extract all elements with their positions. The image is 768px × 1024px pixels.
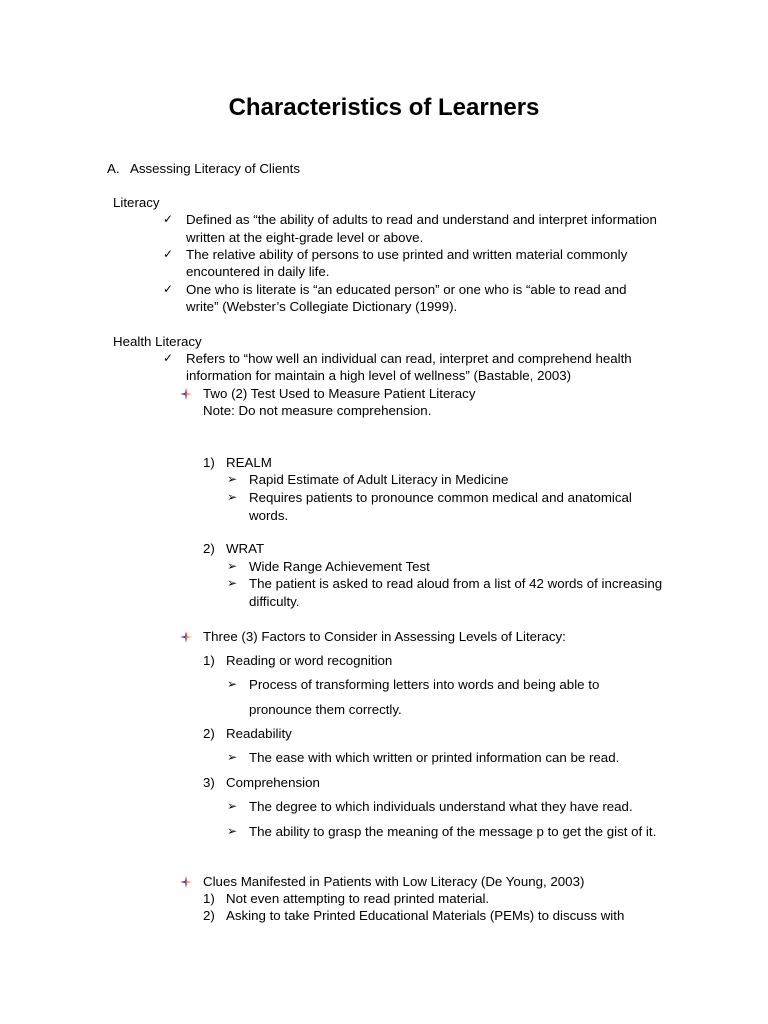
test-number: 2)	[203, 541, 215, 556]
health-literacy-heading: Health Literacy	[113, 334, 202, 349]
section-heading: Assessing Literacy of Clients	[130, 161, 300, 176]
literacy-item-1-line-2: written at the eight-grade level or above.	[186, 230, 424, 245]
literacy-item-3-line-2: write” (Webster’s Collegiate Dictionary (1999).	[186, 299, 458, 314]
factor-number: 1)	[203, 653, 215, 668]
tests-heading: Two (2) Test Used to Measure Patient Literacy	[203, 386, 476, 401]
test-name: REALM	[226, 455, 272, 470]
test-point: difficulty.	[249, 594, 300, 609]
test-point: Requires patients to pronounce common medical and anatomical	[249, 490, 632, 505]
arrow-bullet-icon: ➢	[227, 472, 238, 486]
clues-heading: Clues Manifested in Patients with Low Literacy (De Young, 2003)	[203, 874, 585, 889]
arrow-bullet-icon: ➢	[227, 490, 238, 504]
factor-number: 3)	[203, 775, 215, 790]
test-point: The patient is asked to read aloud from a list of 42 words of increasing	[249, 576, 663, 591]
arrow-bullet-icon: ➢	[227, 559, 238, 573]
arrow-bullet-icon: ➢	[227, 677, 238, 691]
factor-point: pronounce them correctly.	[249, 702, 402, 717]
diamond-bullet-icon	[180, 388, 192, 400]
arrow-bullet-icon: ➢	[227, 576, 238, 590]
factor-name: Comprehension	[226, 775, 320, 790]
factor-name: Readability	[226, 726, 292, 741]
clue-number: 1)	[203, 891, 215, 906]
factors-heading: Three (3) Factors to Consider in Assessing Levels of Literacy:	[203, 629, 566, 644]
clue-text: Asking to take Printed Educational Materials (PEMs) to discuss with	[226, 908, 625, 923]
test-number: 1)	[203, 455, 215, 470]
arrow-bullet-icon: ➢	[227, 824, 238, 838]
diamond-bullet-icon	[180, 631, 192, 643]
test-point: Wide Range Achievement Test	[249, 559, 430, 574]
arrow-bullet-icon: ➢	[227, 750, 238, 764]
literacy-heading: Literacy	[113, 195, 160, 210]
factor-point: The ease with which written or printed information can be read.	[249, 750, 620, 765]
clue-number: 2)	[203, 908, 215, 923]
check-icon: ✓	[163, 351, 174, 365]
factor-name: Reading or word recognition	[226, 653, 393, 668]
health-literacy-item-line-1: Refers to “how well an individual can read, interpret and comprehend health	[186, 351, 632, 366]
section-letter: A.	[107, 161, 120, 176]
factor-point: The degree to which individuals understand what they have read.	[249, 799, 633, 814]
page-title: Characteristics of Learners	[228, 94, 540, 121]
test-point: words.	[249, 508, 289, 523]
check-icon: ✓	[163, 212, 174, 226]
factor-point: Process of transforming letters into words and being able to	[249, 677, 600, 692]
literacy-item-2-line-2: encountered in daily life.	[186, 264, 330, 279]
clue-text: Not even attempting to read printed material.	[226, 891, 490, 906]
test-point: Rapid Estimate of Adult Literacy in Medicine	[249, 472, 509, 487]
diamond-bullet-icon	[180, 876, 192, 888]
tests-note: Note: Do not measure comprehension.	[203, 403, 432, 418]
literacy-item-3-line-1: One who is literate is “an educated person” or one who is “able to read and	[186, 282, 627, 297]
check-icon: ✓	[163, 247, 174, 261]
factor-point: The ability to grasp the meaning of the message p to get the gist of it.	[249, 824, 657, 839]
test-name: WRAT	[226, 541, 265, 556]
health-literacy-item-line-2: information for maintain a high level of wellness” (Bastable, 2003)	[186, 368, 572, 383]
arrow-bullet-icon: ➢	[227, 799, 238, 813]
check-icon: ✓	[163, 282, 174, 296]
factor-number: 2)	[203, 726, 215, 741]
literacy-item-1-line-1: Defined as “the ability of adults to read and understand and interpret information	[186, 212, 657, 227]
literacy-item-2-line-1: The relative ability of persons to use printed and written material commonly	[186, 247, 628, 262]
